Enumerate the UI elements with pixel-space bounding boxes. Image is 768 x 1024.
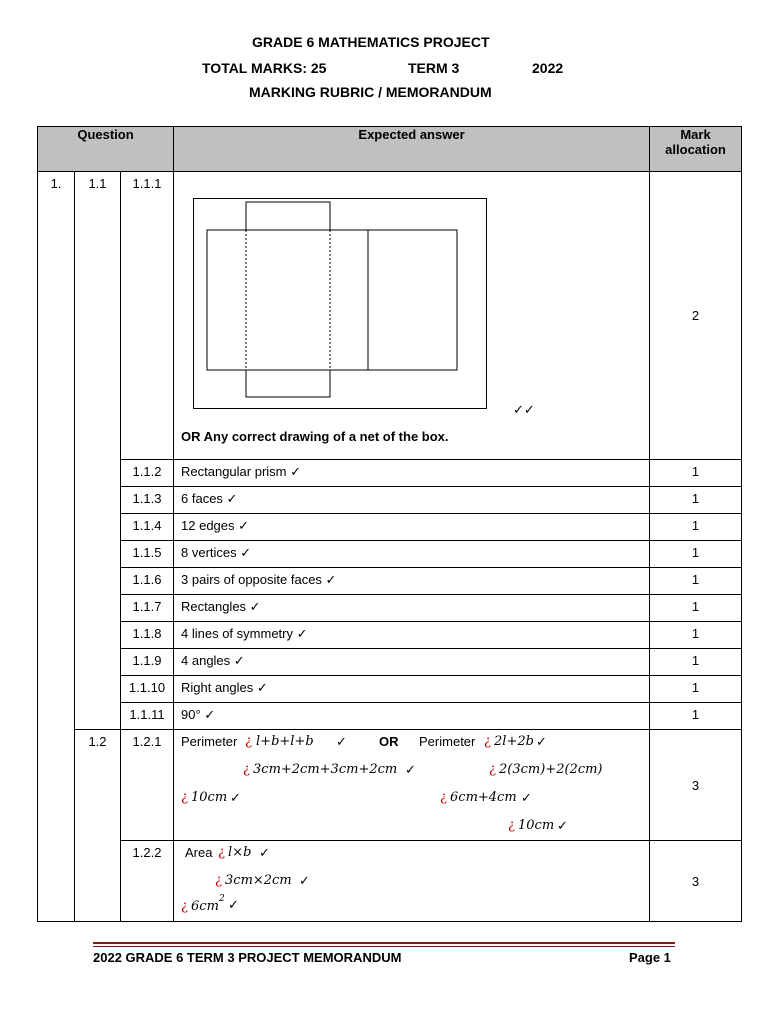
mark-value: 1: [650, 622, 742, 649]
tick-mark: ✓: [228, 897, 239, 912]
net-alternative-note: OR Any correct drawing of a net of the box.: [181, 429, 449, 444]
item-number: 1.1.3: [121, 487, 174, 514]
table-row: [38, 541, 742, 568]
table-row: [38, 841, 742, 922]
table-header-row: [38, 127, 742, 172]
item-number: 1.1.9: [121, 649, 174, 676]
item-number: 1.1.5: [121, 541, 174, 568]
year-label: 2022: [532, 60, 564, 76]
mark-value: 1: [650, 487, 742, 514]
item-number: 1.1.8: [121, 622, 174, 649]
document-subtitle: MARKING RUBRIC / MEMORANDUM: [249, 84, 492, 100]
table-row: [38, 649, 742, 676]
red-equals-glyph: ¿: [440, 790, 447, 805]
area-result: 6cm: [191, 899, 219, 914]
perimeter-answer-cell: [174, 730, 650, 841]
red-equals-glyph: ¿: [243, 762, 250, 777]
net-diagram-svg: [194, 199, 486, 408]
area-exponent: 2: [219, 894, 225, 904]
tick-mark: ✓: [405, 762, 416, 777]
area-answer-cell: [174, 841, 650, 922]
mark-value: 1: [650, 649, 742, 676]
perimeter-formula-1: l+b+l+b: [256, 734, 314, 749]
tick-mark: ✓: [336, 734, 347, 749]
table-row: [38, 676, 742, 703]
item-number: 1.1.10: [121, 676, 174, 703]
sub-question-number: 1.1: [75, 172, 121, 730]
net-middle-strip: [207, 230, 457, 370]
col-header-mark: Mark allocation: [650, 127, 742, 172]
footer-title: 2022 GRADE 6 TERM 3 PROJECT MEMORANDUM: [93, 950, 402, 965]
mark-value: 3: [650, 730, 742, 841]
mark-value: 3: [650, 841, 742, 922]
perimeter-substitution-2: 2(3cm)+2(2cm): [499, 762, 603, 777]
perimeter-label-2: Perimeter: [419, 734, 476, 749]
tick-mark: ✓: [557, 818, 568, 833]
net-bottom-face: [246, 370, 330, 397]
answer-text: Rectangles ✓: [174, 595, 650, 622]
mark-value: 1: [650, 703, 742, 730]
net-answer-cell: [174, 172, 650, 460]
answer-text: Rectangular prism ✓: [174, 460, 650, 487]
red-equals-glyph: ¿: [245, 734, 252, 749]
area-label: Area: [185, 845, 213, 860]
mark-value: 1: [650, 676, 742, 703]
box-net-drawing: [193, 198, 487, 409]
document-title: GRADE 6 MATHEMATICS PROJECT: [252, 34, 490, 50]
mark-value: 1: [650, 460, 742, 487]
table-row: [38, 568, 742, 595]
item-number: 1.2.2: [121, 841, 174, 922]
col-header-expected: Expected answer: [174, 127, 650, 172]
perimeter-result-2: 10cm: [518, 818, 555, 833]
mark-value: 1: [650, 568, 742, 595]
item-number: 1.1.1: [121, 172, 174, 460]
total-marks: TOTAL MARKS: 25: [202, 60, 327, 76]
tick-mark: ✓: [259, 845, 270, 860]
footer-rule: [93, 946, 675, 947]
net-ticks: ✓✓: [513, 402, 535, 417]
item-number: 1.1.2: [121, 460, 174, 487]
mark-value: 2: [650, 172, 742, 460]
mark-value: 1: [650, 541, 742, 568]
perimeter-result-1: 10cm: [191, 790, 228, 805]
net-top-face: [246, 202, 330, 230]
answer-text: 6 faces ✓: [174, 487, 650, 514]
red-equals-glyph: ¿: [489, 762, 496, 777]
table-row: [38, 460, 742, 487]
tick-mark: ✓: [299, 873, 310, 888]
red-equals-glyph: ¿: [218, 845, 225, 860]
area-substitution: 3cm×2cm: [225, 873, 292, 888]
area-formula: l×b: [228, 845, 252, 860]
table-row: [38, 703, 742, 730]
mark-value: 1: [650, 595, 742, 622]
answer-text: 90° ✓: [174, 703, 650, 730]
item-number: 1.1.6: [121, 568, 174, 595]
page-number: Page 1: [629, 950, 671, 965]
table-row: [38, 487, 742, 514]
table-row: [38, 172, 742, 460]
red-equals-glyph: ¿: [215, 873, 222, 888]
answer-text: 4 lines of symmetry ✓: [174, 622, 650, 649]
tick-mark: ✓: [536, 734, 547, 749]
mark-value: 1: [650, 514, 742, 541]
red-equals-glyph: ¿: [508, 818, 515, 833]
table-row: [38, 514, 742, 541]
tick-mark: ✓: [230, 790, 241, 805]
perimeter-substitution-1: 3cm+2cm+3cm+2cm: [253, 762, 398, 777]
answer-text: Right angles ✓: [174, 676, 650, 703]
memorandum-table: [37, 126, 742, 922]
red-equals-glyph: ¿: [181, 790, 188, 805]
col-header-question: Question: [38, 127, 174, 172]
question-number: 1.: [38, 172, 75, 922]
tick-mark: ✓: [521, 790, 532, 805]
table-row: [38, 622, 742, 649]
perimeter-label: Perimeter: [181, 734, 238, 749]
term-label: TERM 3: [408, 60, 460, 76]
item-number: 1.1.4: [121, 514, 174, 541]
red-equals-glyph: ¿: [484, 734, 491, 749]
table-row: [38, 730, 742, 841]
perimeter-sum-2: 6cm+4cm: [450, 790, 517, 805]
answer-text: 8 vertices ✓: [174, 541, 650, 568]
footer-rule: [93, 942, 675, 944]
sub-question-number: 1.2: [75, 730, 121, 922]
answer-text: 12 edges ✓: [174, 514, 650, 541]
red-equals-glyph: ¿: [181, 899, 188, 914]
answer-text: 3 pairs of opposite faces ✓: [174, 568, 650, 595]
item-number: 1.2.1: [121, 730, 174, 841]
perimeter-formula-2: 2l+2b: [494, 734, 534, 749]
item-number: 1.1.11: [121, 703, 174, 730]
item-number: 1.1.7: [121, 595, 174, 622]
table-row: [38, 595, 742, 622]
or-label: OR: [379, 734, 399, 749]
answer-text: 4 angles ✓: [174, 649, 650, 676]
